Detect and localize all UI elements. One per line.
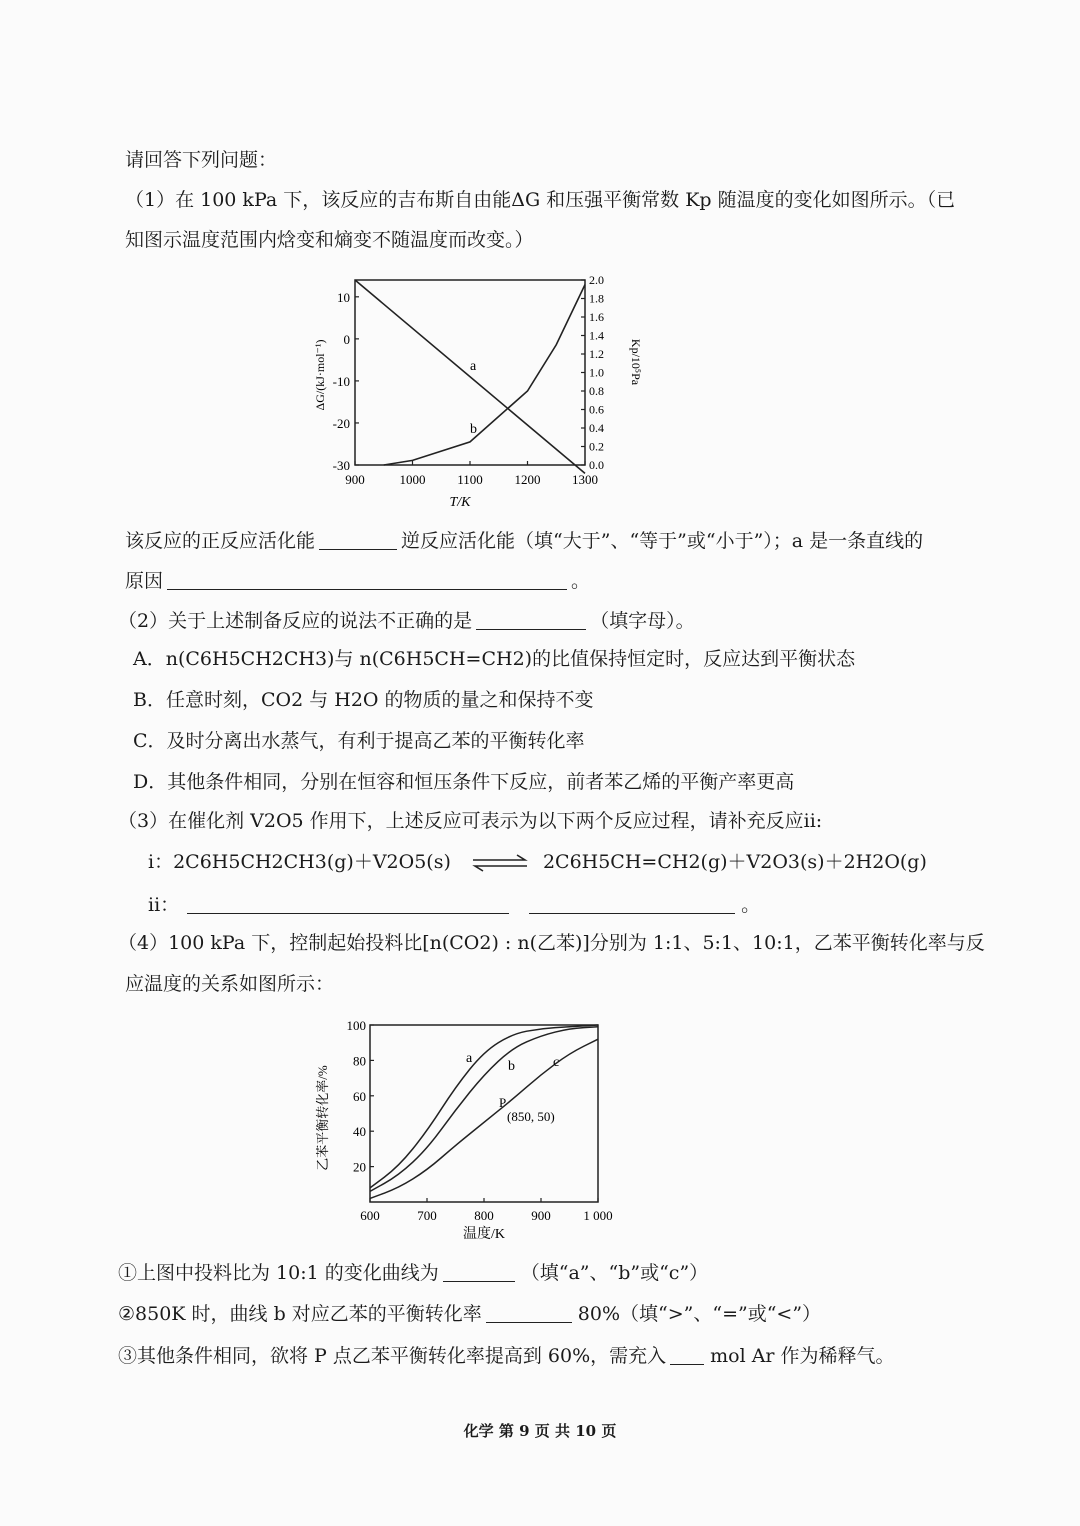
chart2-label-c: c <box>553 1055 560 1070</box>
q1-reason-line <box>125 568 590 594</box>
chart1-series-b-line <box>384 285 585 465</box>
chart2-label-b: b <box>508 1059 515 1074</box>
chart2-xtick-label: 600 <box>360 1208 380 1223</box>
chart1-ytick-right-label: 0.4 <box>589 421 604 435</box>
q1-line2: 知图示温度范围内焓变和熵变不随温度而改变。） <box>125 229 534 251</box>
q4-sub2-text: ②850K 时，曲线 b 对应乙苯的平衡转化率 <box>118 1303 482 1325</box>
chart1-ytick-left-label: 10 <box>337 289 350 305</box>
chart1 <box>300 270 660 520</box>
chart2-series-a-line <box>370 1025 598 1188</box>
intro-text: 请回答下列问题： <box>125 149 278 171</box>
q2-option-c: C．及时分离出水蒸气，有利于提高乙苯的平衡转化率 <box>133 730 585 752</box>
chart2-ytick-label: 100 <box>346 1018 366 1033</box>
q2-stem: （2）关于上述制备反应的说法不正确的是 <box>118 610 473 632</box>
q3-stem: （3）在催化剂 V2O5 作用下，上述反应可表示为以下两个反应过程，请补充反应ii: <box>118 810 823 832</box>
q3-end: 。 <box>741 894 761 916</box>
chart1-ytick-left-label: -30 <box>332 458 350 473</box>
page-footer: 化学 第 9 页 共 10 页 <box>463 1422 617 1440</box>
q4-sub2-end: 80%（填“>”、“=”或“<”） <box>577 1303 822 1325</box>
chart2-ytick-label: 60 <box>353 1088 366 1104</box>
q4-line1: （4）100 kPa 下，控制起始投料比[n(CO2) : n(乙苯)]分别为 1:1、5:1、10:1，乙苯平衡转化率与反 <box>118 932 985 954</box>
chart2-ytick-label: 40 <box>353 1124 366 1140</box>
q2-option-a: A．n(C6H5CH2CH3)与 n(C6H5CH=CH2)的比值保持恒定时，反应达到平衡状态 <box>133 648 856 670</box>
q1-reason-end: 。 <box>571 570 591 592</box>
chart2-xtick-label: 800 <box>474 1208 494 1223</box>
chart2-point-label: P <box>499 1095 507 1110</box>
chart1-ytick-right-label: 1.0 <box>589 365 604 380</box>
chart1-xtick-label: 1300 <box>572 472 598 487</box>
chart1-label-a: a <box>470 359 477 374</box>
chart2-series-c-line <box>370 1039 598 1198</box>
q3-blank-left[interactable] <box>187 893 509 914</box>
chart1-series-a-line <box>355 280 585 473</box>
chart2 <box>300 1010 620 1245</box>
q2-blank[interactable] <box>476 609 586 630</box>
chart1-xtick-label: 900 <box>345 472 365 487</box>
q1-activation-line <box>125 528 923 554</box>
q1-activation-text: 该反应的正反应活化能 <box>125 530 316 552</box>
q4-sub2 <box>118 1301 821 1327</box>
chart1-label-b: b <box>470 422 477 437</box>
q3-reaction-ii <box>148 892 760 918</box>
q4-blank-sub1[interactable] <box>443 1261 515 1282</box>
equilibrium-arrow-icon <box>471 853 529 873</box>
q4-sub3-text: ③其他条件相同，欲将 P 点乙苯平衡转化率提高到 60%，需充入 <box>118 1345 667 1367</box>
chart1-ytick-right-label: 1.6 <box>589 310 604 324</box>
chart1-ytick-left-label: -20 <box>332 415 350 431</box>
chart2-xlabel: 温度/K <box>463 1227 505 1242</box>
q1-blank-reason[interactable] <box>167 569 567 590</box>
chart1-xtick-label: 1100 <box>457 472 483 487</box>
q2-option-b: B．任意时刻，CO2 与 H2O 的物质的量之和保持不变 <box>133 689 594 711</box>
chart1-ylabel-left: ΔG/(kJ·mol⁻¹) <box>313 339 327 411</box>
q4-blank-sub3[interactable] <box>670 1344 704 1365</box>
chart1-ytick-right-label: 2.0 <box>589 273 604 287</box>
chart1-ytick-left-label: 0 <box>343 331 350 347</box>
q4-sub3 <box>118 1343 895 1369</box>
chart2-xtick-label: 1 000 <box>583 1208 613 1223</box>
chart1-ytick-right-label: 1.4 <box>589 328 604 343</box>
q3-ii-label: ii： <box>148 894 180 916</box>
q2-option-d: D．其他条件相同，分别在恒容和恒压条件下反应，前者苯乙烯的平衡产率更高 <box>133 771 795 793</box>
q1-activation-text-2: 逆反应活化能（填“大于”、“等于”或“小于”）；a 是一条直线的 <box>401 530 924 552</box>
chart2-series-b-line <box>370 1027 598 1192</box>
chart2-ytick-label: 20 <box>353 1159 366 1175</box>
q3-i-label: i： <box>148 851 174 873</box>
chart2-xtick-label: 900 <box>531 1208 551 1223</box>
chart1-ytick-right-label: 0.8 <box>589 384 604 398</box>
q1-line1: （1）在 100 kPa 下，该反应的吉布斯自由能ΔG 和压强平衡常数 Kp 随温度的变化如图所示。（已 <box>125 189 956 211</box>
q2-stem-line <box>118 608 695 634</box>
chart2-xtick-label: 700 <box>417 1208 437 1223</box>
chart2-label-a: a <box>466 1051 473 1066</box>
chart1-ytick-right-label: 0.6 <box>589 402 604 417</box>
q3-reaction-i <box>148 849 927 875</box>
q4-blank-sub2[interactable] <box>486 1302 572 1323</box>
q3-blank-right[interactable] <box>529 893 735 914</box>
q4-sub1 <box>118 1260 708 1286</box>
q4-line2: 应温度的关系如图所示： <box>125 973 335 995</box>
q4-sub3-end: mol Ar 作为稀释气。 <box>710 1345 895 1367</box>
q3-i-left: 2C6H5CH2CH3(g)＋V2O5(s) <box>173 851 451 873</box>
chart1-ytick-right-label: 0.2 <box>589 439 604 454</box>
chart2-ytick-label: 80 <box>353 1053 366 1069</box>
chart2-point-coord: (850, 50) <box>507 1109 555 1124</box>
q1-blank-activation[interactable] <box>319 529 397 550</box>
chart1-xtick-label: 1200 <box>514 472 541 487</box>
q4-sub1-text: ①上图中投料比为 10:1 的变化曲线为 <box>118 1262 439 1284</box>
chart1-xlabel: T/K <box>449 495 471 510</box>
chart1-ytick-right-label: 1.8 <box>589 291 604 306</box>
chart1-ylabel-right: Kp/10⁵Pa <box>629 338 643 386</box>
chart1-xtick-label: 1000 <box>399 472 426 487</box>
chart2-ylabel: 乙苯平衡转化率/% <box>315 1065 330 1171</box>
q4-sub1-end: （填“a”、“b”或“c”） <box>520 1262 709 1284</box>
chart1-ytick-right-label: 1.2 <box>589 347 604 361</box>
chart2-plot-frame <box>370 1025 598 1202</box>
q3-i-right: 2C6H5CH=CH2(g)＋V2O3(s)＋2H2O(g) <box>542 851 927 873</box>
q2-stem-end: （填字母）。 <box>590 610 695 632</box>
chart1-ytick-right-label: 0.0 <box>589 458 604 472</box>
chart1-ytick-left-label: -10 <box>332 373 350 389</box>
q1-reason-label: 原因 <box>125 570 164 592</box>
